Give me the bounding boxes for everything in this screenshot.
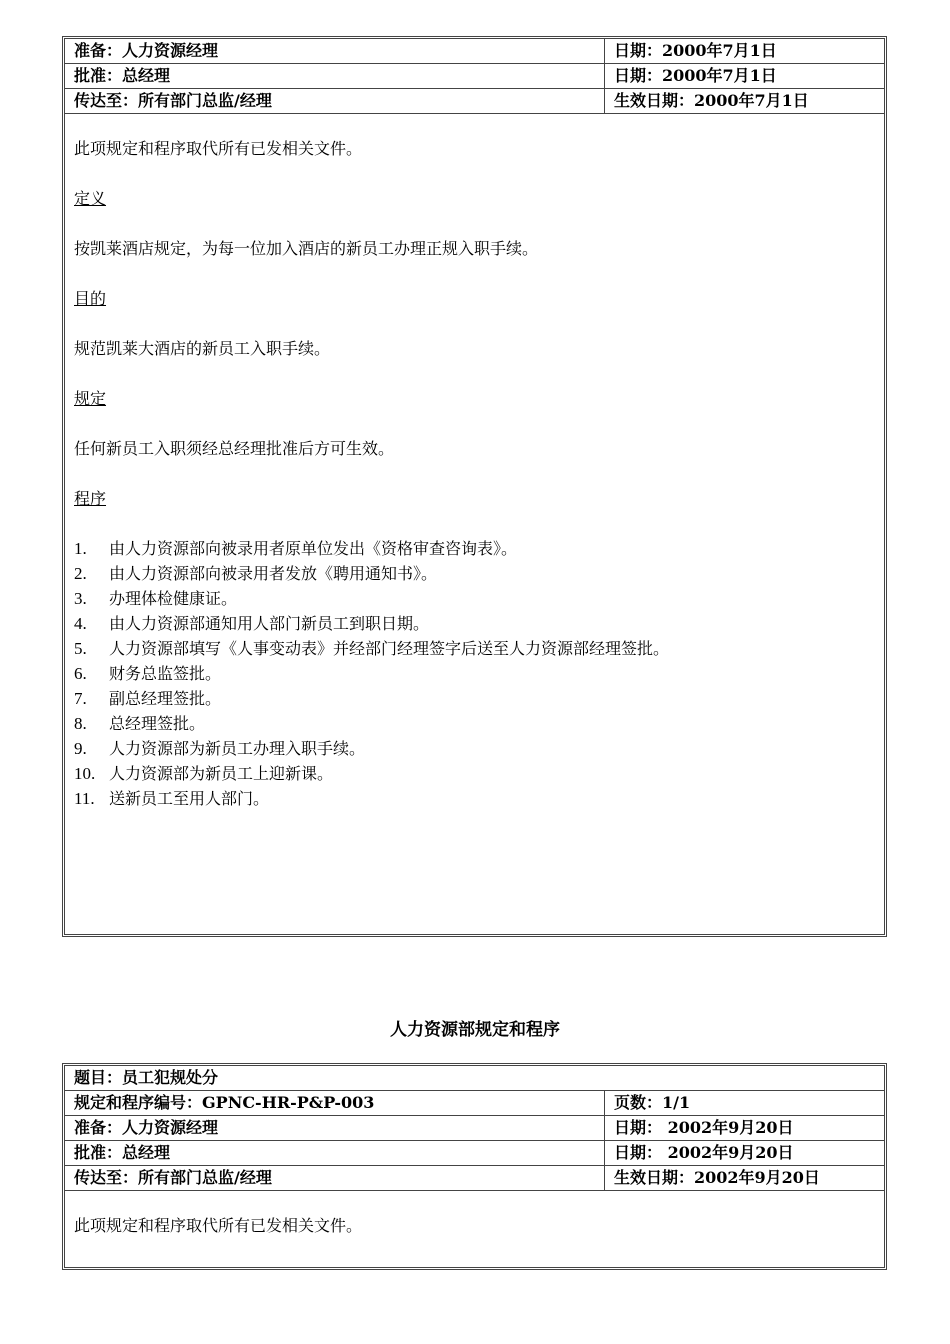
prepared-date: 日期：2000年7月1日 [614,41,777,60]
list-number: 10. [74,764,96,783]
intro-text: 此项规定和程序取代所有已发相关文件。 [74,139,363,158]
list-item [74,611,875,636]
list-text: 由人力资源部通知用人部门新员工到职日期。 [109,614,430,633]
approved-by: 批准：总经理 [65,64,605,88]
policy-document-1 [62,36,887,937]
procedure-heading: 程序 [74,489,107,508]
list-number: 4. [74,614,87,633]
prepared-by: 准备：人力资源经理 [65,1116,605,1140]
header-row-prepared [65,39,884,64]
list-item [74,586,875,611]
list-item [74,561,875,586]
list-number: 5. [74,639,87,658]
document-body [65,1191,884,1238]
list-text: 由人力资源部向被录用者发放《聘用通知书》。 [109,564,438,583]
list-number: 1. [74,539,87,558]
distribution: 传达至：所有部门总监/经理 [65,89,605,113]
list-text: 副总经理签批。 [109,689,222,708]
list-number: 2. [74,564,87,583]
list-number: 8. [74,714,87,733]
distribution: 传达至：所有部门总监/经理 [65,1166,605,1190]
page-count: 页数：1/1 [614,1093,691,1112]
list-item [74,536,875,561]
list-item [74,686,875,711]
list-item [74,786,875,811]
list-item [74,736,875,761]
document-body [65,114,884,811]
list-item [74,661,875,686]
section-title: 人力资源部规定和程序 [390,1020,560,1040]
list-number: 6. [74,664,87,683]
header-row-approved [65,1141,884,1166]
list-item [74,761,875,786]
definition-heading: 定义 [74,189,107,208]
list-number: 11. [74,789,95,808]
prepared-by: 准备：人力资源经理 [65,39,605,63]
approved-by: 批准：总经理 [65,1141,605,1165]
list-item [74,636,875,661]
header-row-approved [65,64,884,89]
policy-document-2 [62,1063,887,1270]
list-text: 送新员工至用人部门。 [109,789,270,808]
list-text: 人力资源部填写《人事变动表》并经部门经理签字后送至人力资源部经理签批。 [109,639,670,658]
policy-code: 规定和程序编号：GPNC-HR-P&P-003 [65,1091,605,1115]
list-number: 3. [74,589,87,608]
purpose-text: 规范凯莱大酒店的新员工入职手续。 [74,339,331,358]
effective-date: 生效日期：2000年7月1日 [614,91,809,110]
header-row-distribution [65,1166,884,1191]
list-number: 7. [74,689,87,708]
header-row-distribution [65,89,884,114]
list-item [74,711,875,736]
header-row-prepared [65,1116,884,1141]
purpose-heading: 目的 [74,289,107,308]
intro-text: 此项规定和程序取代所有已发相关文件。 [74,1216,363,1235]
list-text: 办理体检健康证。 [109,589,238,608]
approved-date: 日期：2000年7月1日 [614,66,777,85]
subject: 题目：员工犯规处分 [74,1068,219,1087]
effective-date: 生效日期：2002年9月20日 [614,1168,820,1187]
procedure-list [74,536,875,811]
rule-heading: 规定 [74,389,107,408]
list-text: 人力资源部为新员工上迎新课。 [109,764,334,783]
list-text: 人力资源部为新员工办理入职手续。 [109,739,366,758]
list-number: 9. [74,739,87,758]
list-text: 由人力资源部向被录用者原单位发出《资格审查咨询表》。 [109,539,518,558]
rule-text: 任何新员工入职须经总经理批准后方可生效。 [74,439,395,458]
definition-text: 按凯莱酒店规定，为每一位加入酒店的新员工办理正规入职手续。 [74,239,539,258]
approved-date: 日期： 2002年9月20日 [614,1143,794,1162]
prepared-date: 日期： 2002年9月20日 [614,1118,794,1137]
list-text: 总经理签批。 [109,714,206,733]
header-row-subject [65,1066,884,1091]
list-text: 财务总监签批。 [109,664,222,683]
header-row-code [65,1091,884,1116]
